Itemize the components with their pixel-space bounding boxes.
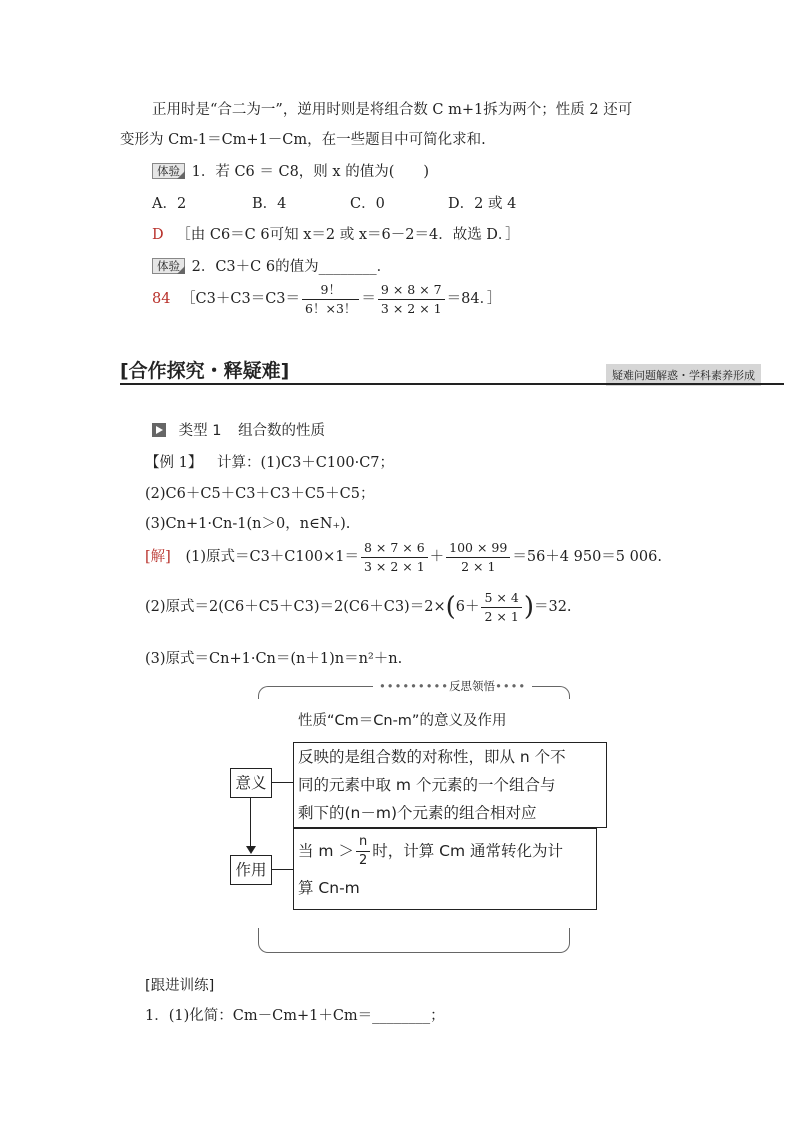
solution-line-2: (2)原式＝2(C6＋C5＋C3)＝2(C6＋C3)＝2×(6＋ $\frac{5 \times 4}{2 \times 1}$ )＝32. [145,590,572,624]
example-label: 【例 1】 [145,455,203,471]
practice-label: [跟进训练] [145,978,215,994]
reflect-bottom-bracket [258,928,570,953]
type-title: 组合数的性质 [238,423,326,439]
section-tag: 疑难问题解惑・学科素养形成 [606,364,761,386]
question-1-text: 1．若 C6 ＝ C8，则 x 的值为( ) [191,164,430,180]
answer-1 [152,223,520,244]
use-connector [271,869,293,870]
example-line-3: (3)Cn+1·Cn-1(n＞0，n∈N₊). [145,516,351,532]
tiyan-badge: 体验 [152,163,185,179]
play-icon [152,423,166,437]
meaning-connector [271,782,293,783]
reflect-title: 性质“Cm＝Cn-m”的意义及作用 [298,713,507,729]
arrow-line [250,797,251,849]
type-label: 类型 1 [178,423,222,439]
section-divider [120,383,784,385]
meaning-label-box: 意义 [230,768,272,798]
use-label-box: 作用 [230,855,272,885]
solution-fraction-2: $\frac{100 \times 99}{2 \times 1}$ [446,540,510,574]
reflect-banner: •••••••••反思领悟•••• [373,678,532,694]
question-2-text: 2．C3＋C 6的值为________． [191,259,392,275]
answer-2-pre: ［C3＋C3＝C3＝ [181,291,301,308]
solution-line-1: [解] (1)原式＝C3＋C100×1＝ $\frac{8 \times 7 \times 6}{3 \times 2 \times 1}$ ＋ $\frac{100 \times 99}{2 \times 1}$ ＝56＋4 950＝5 006. [145,540,662,574]
use-fraction: $\frac{n}{2}$ [356,834,370,870]
solution-fraction-1: $\frac{8 \times 7 \times 6}{3 \times 2 \times 1}$ [361,540,428,574]
type-heading [152,419,325,440]
fraction-1: $\frac{9!}{6!\times 3!}$ [302,282,359,316]
answer-1-text: ［由 C6＝C 6可知 x＝2 或 x＝6－2＝4．故选 D．］ [176,227,520,243]
solution-fraction-3: $\frac{5 \times 4}{2 \times 1}$ [481,590,521,624]
answer-2-number: 84 [152,291,171,308]
right-paren: ) [523,592,534,623]
left-paren: ( [445,592,456,623]
question-2 [152,255,391,276]
fraction-2: $\frac{9 \times 8 \times 7}{3 \times 2 \times 1}$ [378,282,445,316]
answer-2-post: ＝84．］ [446,291,502,308]
practice-q1: 1．(1)化简：Cm－Cm+1＋Cm＝________； [145,1008,445,1024]
solution-label: [解] [145,549,171,566]
intro-line-2: 变形为 Cm-1＝Cm+1－Cm，在一些题目中可简化求和. [120,132,486,148]
section-title: [合作探究・释疑难] [120,360,290,382]
intro-line-1: 正用时是“合二为一”，逆用时则是将组合数 C m+1拆为两个；性质 2 还可 [152,102,633,118]
answer-1-letter: D [152,227,164,243]
tiyan-badge: 体验 [152,258,185,274]
example-line-1: 【例 1】 计算：(1)C3＋C100·C7； [145,455,395,471]
option-c: C．0 [350,196,385,212]
solution-line-3: (3)原式＝Cn+1·Cn＝(n＋1)n＝n²＋n. [145,651,403,667]
question-1 [152,160,429,181]
option-a: A．2 [152,196,187,212]
example-line-2: (2)C6＋C5＋C3＋C3＋C5＋C5； [145,486,375,502]
option-b: B．4 [252,196,287,212]
arrow-down-icon [246,846,256,854]
answer-2: 84 ［C3＋C3＝C3＝ $\frac{9!}{6!\times 3!}$ ＝ $\frac{9 \times 8 \times 7}{3 \times 2 \times 1}$ ＝84．］ [152,282,502,316]
option-d: D．2 或 4 [448,196,517,212]
use-box: 当 m ＞ $\frac{n}{2}$ 时，计算 Cm 通常转化为计 算 Cn-m [293,828,597,910]
meaning-box: 反映的是组合数的对称性，即从 n 个不 同的元素中取 m 个元素的一个组合与 剩下的(n－m)个元素的组合相对应 [293,742,607,828]
